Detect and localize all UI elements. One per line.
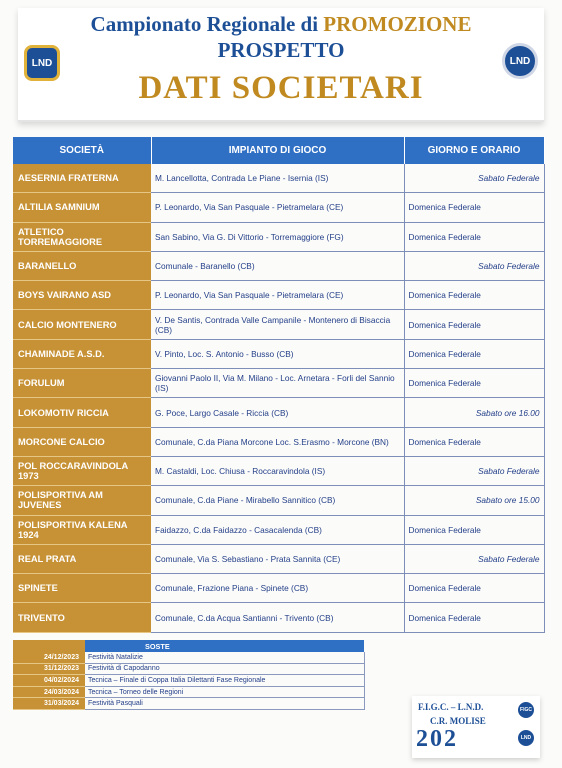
soste-label: Festività di Capodanno xyxy=(85,663,364,675)
club-name: BARANELLO xyxy=(13,251,151,280)
club-row xyxy=(13,164,544,193)
col-header-societa: SOCIETÀ xyxy=(13,137,151,164)
club-row xyxy=(13,427,544,456)
club-venue: M. Lancellotta, Contrada Le Piane - Isernia (IS) xyxy=(151,164,404,193)
club-venue: M. Castaldi, Loc. Chiusa - Roccaravindola (IS) xyxy=(151,456,404,485)
soste-table xyxy=(13,640,365,710)
club-name: POL ROCCARAVINDOLA 1973 xyxy=(13,456,151,485)
club-name: REAL PRATA xyxy=(13,544,151,573)
club-row xyxy=(13,193,544,222)
club-schedule: Domenica Federale xyxy=(404,281,544,310)
figc-footer-card xyxy=(412,696,540,758)
soste-label: Festività Natalizie xyxy=(85,652,364,663)
soste-date: 04/02/2024 xyxy=(13,675,85,687)
club-schedule: Sabato Federale xyxy=(404,456,544,485)
club-schedule: Domenica Federale xyxy=(404,515,544,544)
soste-row xyxy=(13,698,364,710)
club-venue: Faidazzo, C.da Faidazzo - Casacalenda (CB) xyxy=(151,515,404,544)
club-name: ALTILIA SAMNIUM xyxy=(13,193,151,222)
club-row xyxy=(13,456,544,485)
club-schedule: Domenica Federale xyxy=(404,603,544,632)
club-schedule: Domenica Federale xyxy=(404,222,544,251)
club-row xyxy=(13,398,544,427)
club-venue: Comunale - Baranello (CB) xyxy=(151,251,404,280)
soste-date: 24/03/2024 xyxy=(13,686,85,698)
club-name: MORCONE CALCIO xyxy=(13,427,151,456)
club-schedule: Sabato Federale xyxy=(404,251,544,280)
club-schedule: Sabato ore 16.00 xyxy=(404,398,544,427)
club-name: CHAMINADE A.S.D. xyxy=(13,339,151,368)
club-venue: V. Pinto, Loc. S. Antonio - Busso (CB) xyxy=(151,339,404,368)
club-row xyxy=(13,281,544,310)
soste-row xyxy=(13,686,364,698)
club-venue: P. Leonardo, Via San Pasquale - Pietramelara (CE) xyxy=(151,193,404,222)
title-prospetto: PROSPETTO xyxy=(217,38,345,62)
soste-date: 31/12/2023 xyxy=(13,663,85,675)
title-prefix: Campionato Regionale di xyxy=(90,12,324,36)
soste-label: Tecnica – Finale di Coppa Italia Dilettanti Fase Regionale xyxy=(85,675,364,687)
club-schedule: Domenica Federale xyxy=(404,339,544,368)
footer-cr-molise: C.R. MOLISE xyxy=(430,716,486,726)
club-schedule: Domenica Federale xyxy=(404,369,544,398)
club-venue: Comunale, C.da Piana Morcone Loc. S.Erasmo - Morcone (BN) xyxy=(151,427,404,456)
club-name: ATLETICO TORREMAGGIORE xyxy=(13,222,151,251)
lnd-round-icon: LND xyxy=(518,730,534,746)
club-schedule: Domenica Federale xyxy=(404,427,544,456)
club-schedule: Domenica Federale xyxy=(404,310,544,339)
soste-header-spacer xyxy=(13,640,85,652)
soste-label: Tecnica – Torneo delle Regioni xyxy=(85,686,364,698)
club-row xyxy=(13,544,544,573)
title-championship xyxy=(18,12,544,37)
club-row xyxy=(13,339,544,368)
club-venue: G. Poce, Largo Casale - Riccia (CB) xyxy=(151,398,404,427)
lnd-logo-left-text: LND xyxy=(31,57,53,69)
soste-row xyxy=(13,663,364,675)
soste-date: 31/03/2024 xyxy=(13,698,85,710)
club-name: BOYS VAIRANO ASD xyxy=(13,281,151,310)
club-venue: Comunale, C.da Piane - Mirabello Sannitico (CB) xyxy=(151,486,404,515)
lnd-logo-right-text: LND xyxy=(509,55,531,67)
club-name: CALCIO MONTENERO xyxy=(13,310,151,339)
club-venue: V. De Santis, Contrada Valle Campanile - Montenero di Bisaccia (CB) xyxy=(151,310,404,339)
soste-date: 24/12/2023 xyxy=(13,652,85,663)
club-row xyxy=(13,222,544,251)
title-accent: PROMOZIONE xyxy=(323,12,472,36)
club-venue: San Sabino, Via G. Di Vittorio - Torremaggiore (FG) xyxy=(151,222,404,251)
club-name: LOKOMOTIV RICCIA xyxy=(13,398,151,427)
club-row xyxy=(13,310,544,339)
club-venue: P. Leonardo, Via San Pasquale - Pietramelara (CE) xyxy=(151,281,404,310)
title-dati-societari: DATI SOCIETARI xyxy=(138,70,424,106)
club-venue: Comunale, Via S. Sebastiano - Prata Sannita (CE) xyxy=(151,544,404,573)
club-venue: Comunale, C.da Acqua Santianni - Trivento (CB) xyxy=(151,603,404,632)
col-header-impianto: IMPIANTO DI GIOCO xyxy=(151,137,404,164)
club-venue: Comunale, Frazione Piana - Spinete (CB) xyxy=(151,574,404,603)
club-name: POLISPORTIVA AM JUVENES xyxy=(13,486,151,515)
club-venue: Giovanni Paolo II, Via M. Milano - Loc. Arnetara - Forli del Sannio (IS) xyxy=(151,369,404,398)
club-row xyxy=(13,369,544,398)
footer-year: 202 xyxy=(416,726,458,752)
club-schedule: Sabato Federale xyxy=(404,164,544,193)
header-banner xyxy=(18,8,544,122)
club-schedule: Sabato Federale xyxy=(404,544,544,573)
club-name: POLISPORTIVA KALENA 1924 xyxy=(13,515,151,544)
club-schedule: Sabato ore 15.00 xyxy=(404,486,544,515)
figc-shield-icon: FIGC xyxy=(518,702,534,718)
club-name: AESERNIA FRATERNA xyxy=(13,164,151,193)
soste-row xyxy=(13,652,364,663)
clubs-table xyxy=(13,137,545,633)
col-header-giorno: GIORNO E ORARIO xyxy=(404,137,544,164)
club-row xyxy=(13,251,544,280)
soste-title: SOSTE xyxy=(85,640,364,652)
club-schedule: Domenica Federale xyxy=(404,574,544,603)
club-row xyxy=(13,486,544,515)
soste-row xyxy=(13,675,364,687)
club-row xyxy=(13,603,544,632)
club-name: SPINETE xyxy=(13,574,151,603)
club-name: FORULUM xyxy=(13,369,151,398)
club-schedule: Domenica Federale xyxy=(404,193,544,222)
club-row xyxy=(13,574,544,603)
club-row xyxy=(13,515,544,544)
club-name: TRIVENTO xyxy=(13,603,151,632)
footer-figc-lnd: F.I.G.C. – L.N.D. xyxy=(418,702,484,712)
clubs-table-header xyxy=(13,137,544,164)
soste-label: Festività Pasquali xyxy=(85,698,364,710)
lnd-logo-right xyxy=(502,43,538,79)
